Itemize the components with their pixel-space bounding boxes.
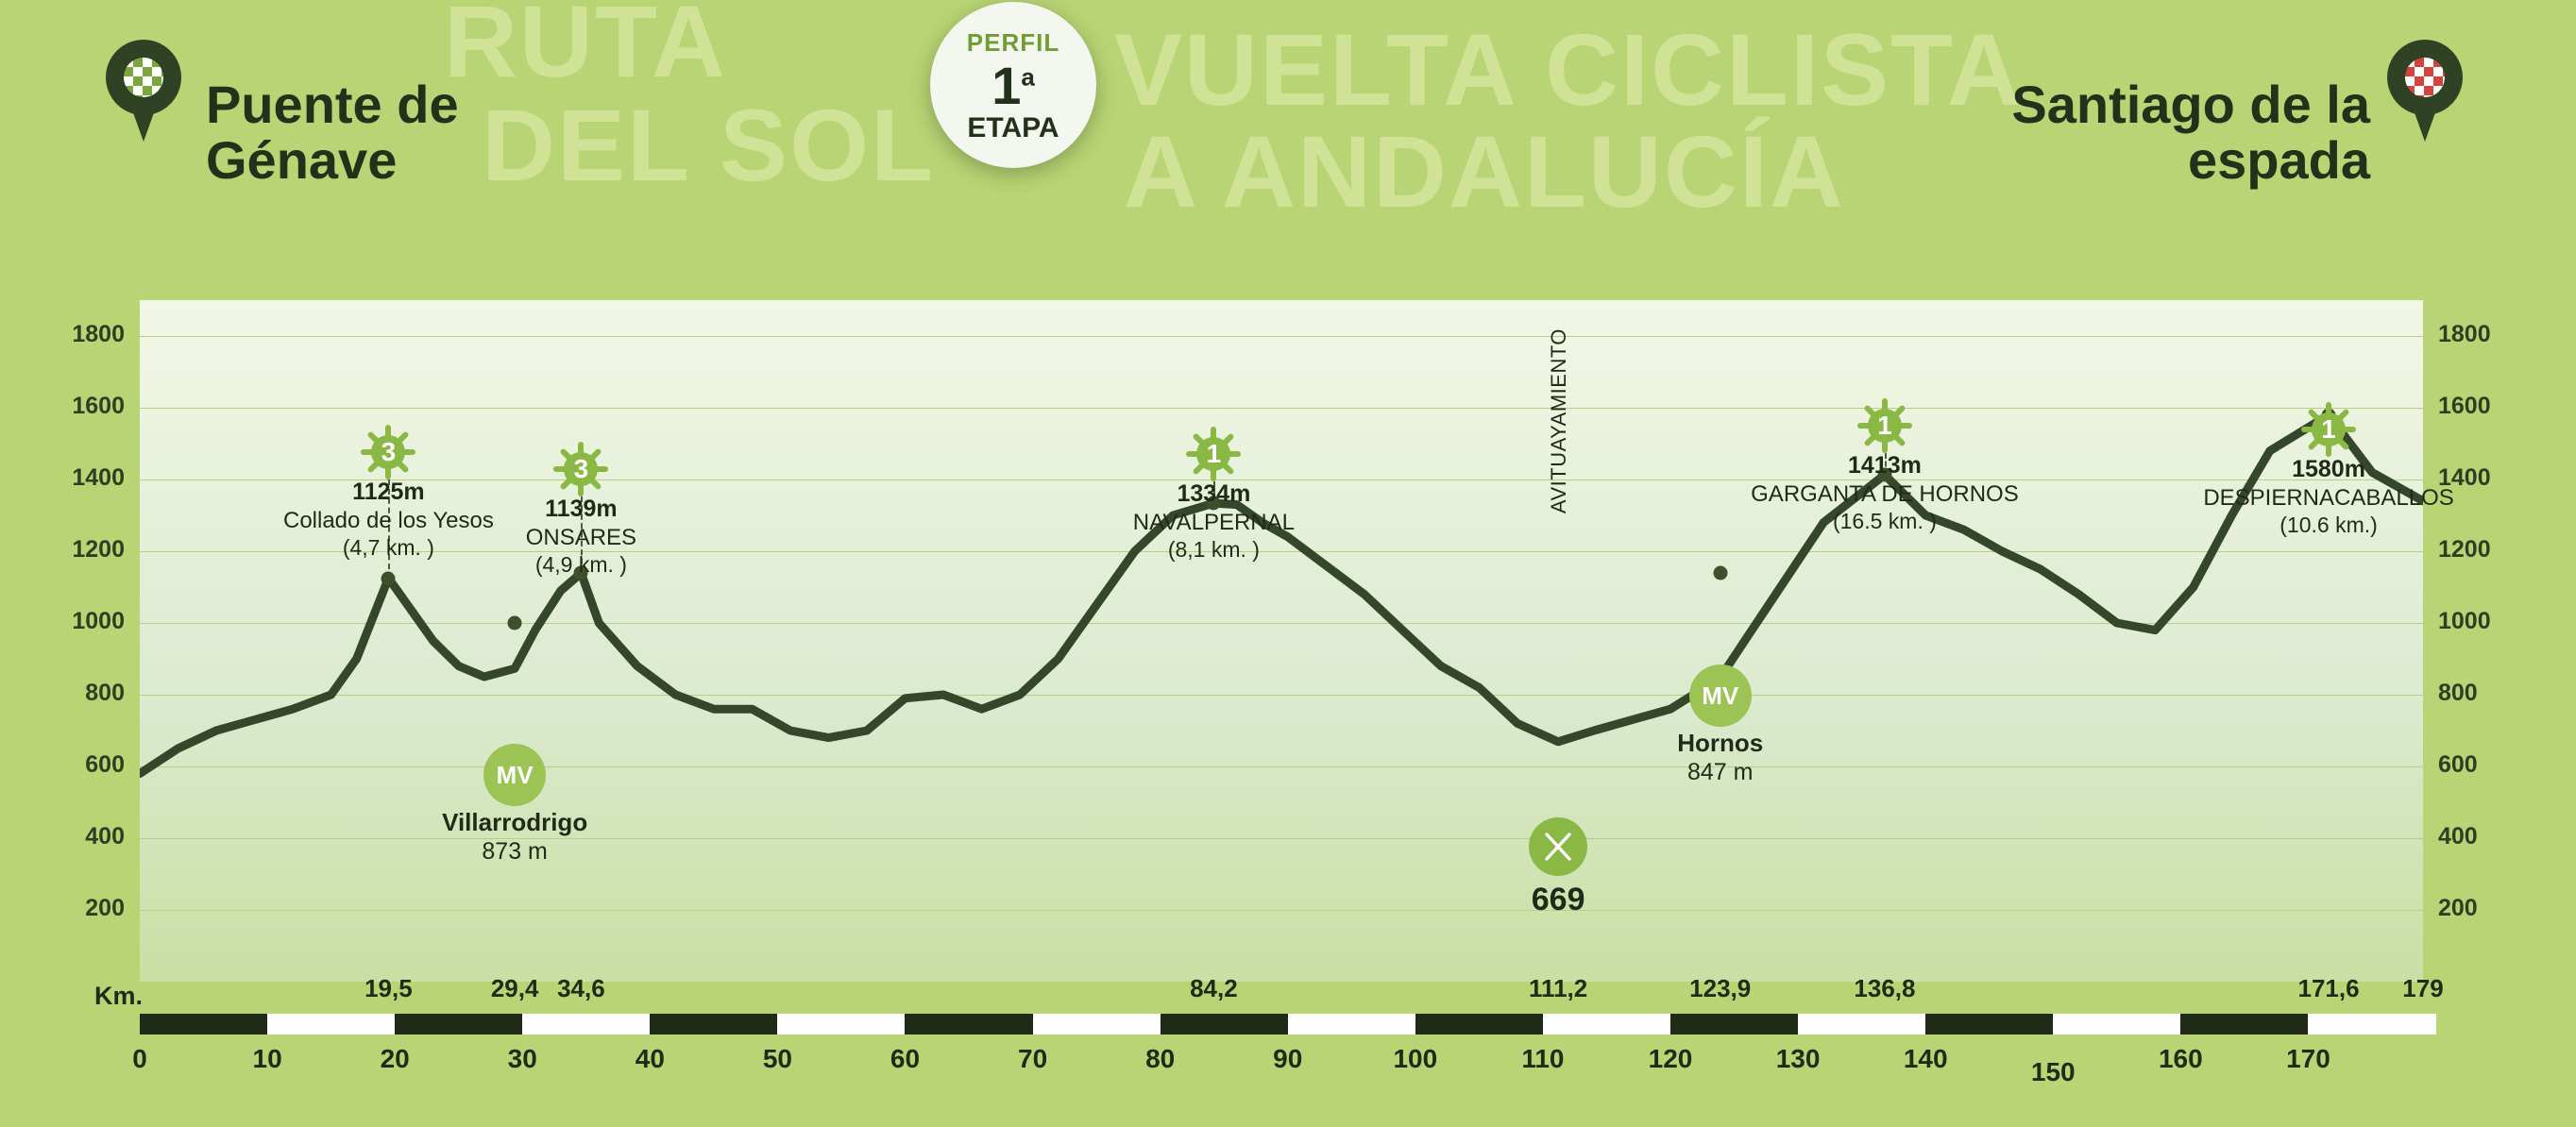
x-axis-km-number: 50 bbox=[762, 1044, 792, 1073]
stage-badge-number bbox=[930, 56, 1096, 115]
climb-label bbox=[2203, 455, 2453, 538]
pin-tail bbox=[2408, 94, 2442, 142]
finish-location-pin bbox=[2387, 40, 2463, 145]
x-axis-km-number: 170 bbox=[2286, 1044, 2330, 1073]
x-axis-point-label: 123,9 bbox=[1689, 974, 1752, 1002]
y-axis-tick-left: 1400 bbox=[72, 464, 125, 491]
scale-segment bbox=[1543, 1014, 1670, 1034]
scale-segment bbox=[2053, 1014, 2180, 1034]
climb-length: (4,7 km. ) bbox=[342, 534, 434, 560]
x-axis-km-number: 70 bbox=[1018, 1044, 1048, 1073]
sprint-mv-badge[interactable]: MV bbox=[1689, 664, 1752, 727]
scale-segment bbox=[1798, 1014, 1925, 1034]
climb-category-marker[interactable] bbox=[2301, 402, 2356, 457]
y-axis-tick-left: 1200 bbox=[72, 536, 125, 563]
x-axis-point-label: 19,5 bbox=[364, 974, 413, 1002]
x-axis-km-number: 150 bbox=[2030, 1057, 2076, 1086]
scale-segment bbox=[2308, 1014, 2435, 1034]
y-axis-tick-left: 400 bbox=[85, 823, 125, 849]
climb-category-number: 3 bbox=[381, 437, 397, 466]
y-axis-tick-right: 1000 bbox=[2438, 608, 2491, 634]
x-axis-km-number: 140 bbox=[1903, 1044, 1948, 1073]
climb-name: Collado de los Yesos bbox=[282, 507, 494, 533]
climb-name: ONSARES bbox=[525, 524, 637, 550]
sprint-dot bbox=[1713, 565, 1727, 580]
climb-label bbox=[1751, 451, 2019, 534]
finish-city-label: Santiago de la espada bbox=[2011, 75, 2370, 190]
x-axis bbox=[0, 953, 2576, 1127]
start-location-pin bbox=[106, 40, 181, 145]
sprint-dot bbox=[508, 616, 522, 631]
sprint-label bbox=[442, 808, 587, 866]
x-axis-point-label: 179 bbox=[2402, 974, 2444, 1002]
feed-zone-altitude: 669 bbox=[1531, 882, 1585, 917]
y-axis-tick-right: 400 bbox=[2438, 823, 2478, 849]
x-axis-km-number: 40 bbox=[635, 1044, 665, 1073]
cutlery-icon bbox=[1541, 830, 1575, 864]
stage-badge-bottom: ETAPA bbox=[967, 112, 1059, 143]
sprint-altitude: 847 m bbox=[1686, 759, 1754, 786]
y-axis-tick-right: 1600 bbox=[2438, 393, 2491, 419]
climb-category-number: 1 bbox=[2321, 414, 2336, 444]
checkered-flag-icon bbox=[2405, 58, 2445, 97]
climb-name: NAVALPERNAL bbox=[1132, 509, 1295, 535]
scale-segment bbox=[522, 1014, 650, 1034]
x-axis-km-number: 90 bbox=[1273, 1044, 1303, 1073]
x-axis-km-number: 110 bbox=[1521, 1044, 1565, 1073]
start-city-label: Puente de Génave bbox=[206, 75, 459, 190]
stage-badge-top: PERFIL bbox=[966, 28, 1060, 57]
y-axis-tick-left: 800 bbox=[85, 680, 125, 706]
x-axis-km-number: 120 bbox=[1648, 1044, 1693, 1073]
elevation-profile-chart bbox=[0, 283, 2576, 1029]
stage-number: 1 bbox=[991, 56, 1022, 115]
x-axis-point-label: 171,6 bbox=[2297, 974, 2360, 1002]
stage-ordinal: a bbox=[1021, 62, 1035, 92]
climb-length: (10.6 km.) bbox=[2279, 512, 2378, 537]
km-axis-title: Km. bbox=[94, 982, 144, 1010]
x-axis-km-number: 10 bbox=[252, 1044, 282, 1073]
climb-altitude: 1334m bbox=[1177, 480, 1251, 507]
x-axis-km-number: 30 bbox=[507, 1044, 537, 1073]
x-axis-point-label: 111,2 bbox=[1529, 974, 1588, 1002]
climb-label bbox=[1133, 479, 1295, 563]
y-axis-tick-right: 800 bbox=[2438, 680, 2478, 706]
sprint-mv-badge[interactable]: MV bbox=[483, 744, 546, 806]
climb-category-marker[interactable] bbox=[361, 425, 415, 479]
climb-altitude: 1413m bbox=[1848, 452, 1922, 479]
x-axis-km-number: 100 bbox=[1393, 1044, 1438, 1073]
feed-zone-badge[interactable] bbox=[1529, 817, 1587, 876]
scale-segment bbox=[267, 1014, 395, 1034]
watermark-line-2: DEL SOL bbox=[482, 88, 936, 202]
y-axis-tick-right: 1400 bbox=[2438, 464, 2491, 491]
distance-scale-bar bbox=[140, 1014, 2423, 1034]
climb-altitude: 1139m bbox=[545, 496, 618, 522]
scale-segment bbox=[1288, 1014, 1415, 1034]
x-axis-km-number: 0 bbox=[132, 1044, 147, 1073]
feed-zone-label: AVITUAYAMIENTO bbox=[1547, 328, 1571, 514]
y-axis-tick-right: 600 bbox=[2438, 751, 2478, 778]
climb-label bbox=[526, 495, 636, 578]
climb-category-number: 3 bbox=[573, 454, 589, 483]
x-axis-km-number: 160 bbox=[2158, 1044, 2203, 1073]
climb-altitude: 1580m bbox=[2292, 456, 2365, 482]
elevation-profile-curve bbox=[140, 300, 2423, 982]
climb-category-marker[interactable] bbox=[1186, 427, 1241, 481]
y-axis-tick-left: 1600 bbox=[72, 393, 125, 419]
y-axis-tick-right: 200 bbox=[2438, 895, 2478, 921]
sprint-town-name: Villarrodrigo bbox=[442, 808, 588, 836]
sprint-label bbox=[1677, 729, 1763, 786]
climb-altitude: 1125m bbox=[352, 479, 425, 505]
watermark-line-1: RUTA bbox=[444, 0, 727, 98]
x-axis-km-number: 80 bbox=[1145, 1044, 1176, 1073]
x-axis-km-number: 60 bbox=[890, 1044, 921, 1073]
climb-summit-dot bbox=[381, 571, 396, 585]
scale-segment bbox=[1033, 1014, 1161, 1034]
y-axis-tick-left: 600 bbox=[85, 751, 125, 778]
y-axis-tick-left: 1800 bbox=[72, 321, 125, 347]
pin-tail bbox=[127, 94, 161, 142]
x-axis-km-number: 130 bbox=[1775, 1044, 1821, 1073]
x-axis-point-label: 29,4 bbox=[490, 974, 539, 1002]
watermark-line-4: A ANDALUCÍA bbox=[1124, 114, 1845, 228]
x-axis-point-label: 136,8 bbox=[1854, 974, 1916, 1002]
climb-label bbox=[283, 478, 494, 561]
y-axis-tick-left: 1000 bbox=[72, 608, 125, 634]
x-axis-point-label: 34,6 bbox=[557, 974, 605, 1002]
climb-category-number: 1 bbox=[1206, 439, 1222, 468]
climb-length: (4,9 km. ) bbox=[534, 551, 627, 577]
sprint-altitude: 873 m bbox=[482, 838, 548, 866]
climb-name: GARGANTA DE HORNOS bbox=[1751, 480, 2019, 507]
x-axis-point-label: 84,2 bbox=[1190, 974, 1238, 1002]
x-axis-km-number: 20 bbox=[380, 1044, 410, 1073]
climb-category-number: 1 bbox=[1877, 411, 1892, 440]
y-axis-tick-right: 1800 bbox=[2438, 321, 2491, 347]
climb-name: DESPIERNACABALLOS bbox=[2203, 484, 2454, 511]
stage-badge bbox=[930, 2, 1096, 168]
checkered-flag-icon bbox=[124, 58, 163, 97]
scale-segment bbox=[777, 1014, 905, 1034]
climb-length: (16.5 km. ) bbox=[1832, 508, 1937, 533]
y-axis-tick-left: 200 bbox=[85, 895, 125, 921]
climb-category-marker[interactable] bbox=[553, 442, 608, 496]
y-axis-tick-right: 1200 bbox=[2438, 536, 2491, 563]
sprint-town-name: Hornos bbox=[1677, 729, 1764, 757]
climb-category-marker[interactable] bbox=[1857, 398, 1912, 453]
climb-length: (8,1 km. ) bbox=[1167, 536, 1260, 562]
watermark-line-3: VUELTA CICLISTA bbox=[1114, 12, 2023, 126]
